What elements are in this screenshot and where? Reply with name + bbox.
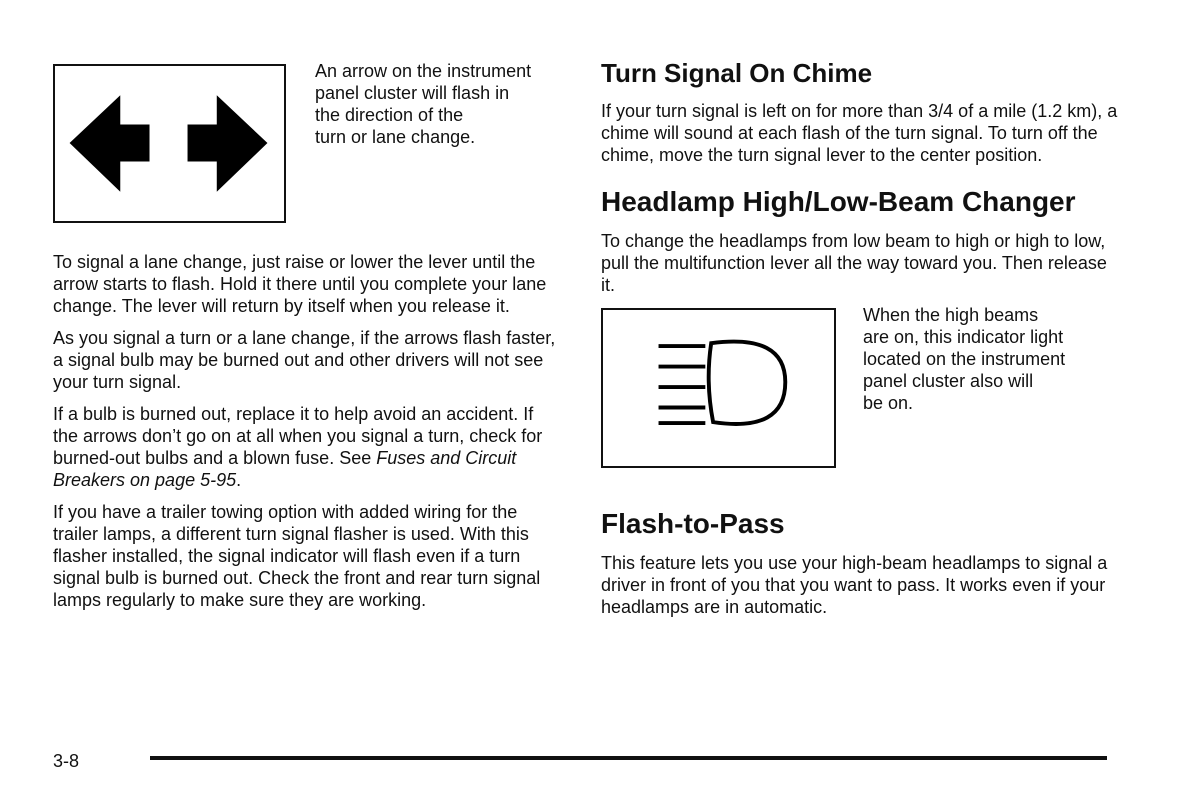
bulb-burned-out-paragraph — [53, 403, 563, 491]
fuses-reference-link[interactable]: Fuses and Circuit Breakers on page 5-95 — [53, 448, 517, 490]
turn-arrow-caption: An arrow on the instrument panel cluster will flash in the direction of the turn or lane change. — [315, 61, 532, 147]
right-column — [601, 58, 1121, 628]
turn-signal-figure-row — [53, 58, 563, 224]
flash-to-pass-heading: Flash-to-Pass — [601, 508, 785, 539]
high-beam-indicator-caption: When the high beams are on, this indicator light located on the instrument panel cluster also will be on. — [863, 305, 1066, 413]
left-arrow-icon — [70, 95, 150, 192]
turn-signal-chime-text: If your turn signal is left on for more than 3/4 of a mile (1.2 km), a chime will sound at each flash of the turn signal. To turn off the chime, move the turn signal lever to the center position. — [601, 101, 1118, 165]
headlamp-changer-text: To change the headlamps from low beam to high or high to low, pull the multifunction lever all the way toward you. Then release it. — [601, 231, 1107, 295]
turn-arrows-indicator-box — [53, 64, 286, 223]
footer-divider — [150, 756, 1107, 760]
high-beam-icon — [603, 310, 834, 466]
bulb-paragraph-text: If a bulb is burned out, replace it to help avoid an accident. If the arrows don’t go on at all when you signal a turn, check for burned-out bulbs and a blown fuse. See — [53, 404, 543, 468]
lane-change-paragraph: To signal a lane change, just raise or lower the lever until the arrow starts to flash. Hold it there until you complete your lane change. The lever will return by itself when you release it. — [53, 252, 547, 316]
turn-signal-chime-heading: Turn Signal On Chime — [601, 58, 873, 88]
headlamp-changer-heading: Headlamp High/Low-Beam Changer — [601, 186, 1076, 217]
bulb-paragraph-end: . — [236, 470, 242, 490]
page-number: 3-8 — [53, 751, 80, 771]
high-beam-figure-row — [601, 305, 1121, 484]
bulb-flash-paragraph: As you signal a turn or a lane change, if the arrows flash faster, a signal bulb may be burned out and other drivers will not see your turn signal. — [53, 328, 556, 392]
left-column — [53, 58, 563, 621]
flash-to-pass-text: This feature lets you use your high-beam headlamps to signal a driver in front of you that you want to pass. It works even if your headlamps are in automatic. — [601, 553, 1108, 617]
high-beam-indicator-box — [601, 308, 836, 468]
turn-arrows-icon — [55, 66, 284, 221]
right-arrow-icon — [188, 95, 268, 192]
trailer-towing-paragraph: If you have a trailer towing option with added wiring for the trailer lamps, a different turn signal flasher is used. With this flasher installed, the signal indicator will flash even if a turn signal bulb is burned out. Check the front and rear turn signal lamps regularly to make sure they are working. — [53, 502, 541, 610]
